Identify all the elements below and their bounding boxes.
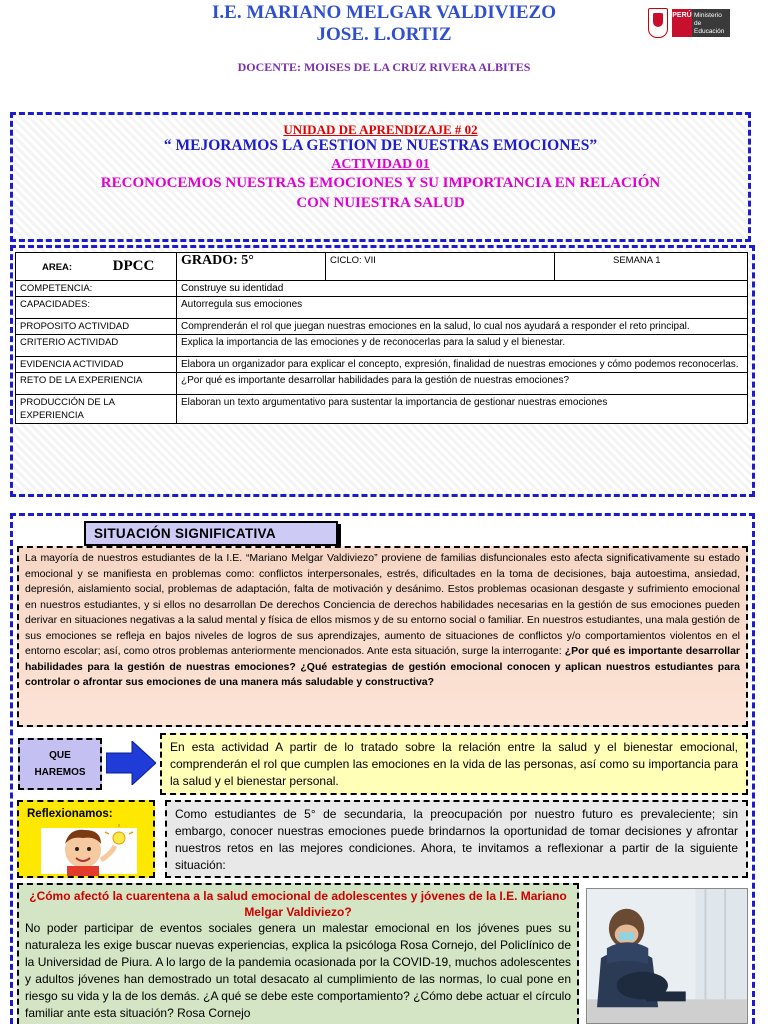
row-label: CAPACIDADES:: [16, 297, 177, 319]
reflexionamos-box: [17, 800, 155, 878]
activity-title-2: CON NUIESTRA SALUD: [296, 195, 465, 211]
row-value: Autorregula sus emociones: [177, 297, 748, 319]
situacion-question: ¿Por qué es importante desarrollar habilidades para la gestión de nuestras emociones? ¿Qué estrategias de gestión emocional conocen y aplican nuestros estudiantes para controlar o afrontar sus emociones de una manera más saludable y constructiva?: [25, 645, 740, 688]
area-value: DPCC: [112, 257, 155, 274]
unit-title: “ MEJORAMOS LA GESTION DE NUESTRAS EMOCIONES”: [163, 137, 598, 154]
docente-line: [0, 60, 768, 75]
row-value: Construye su identidad: [177, 281, 748, 297]
row-label: EVIDENCIA ACTIVIDAD: [16, 357, 177, 373]
row-value: ¿Por qué es importante desarrollar habilidades para la gestión de nuestras emociones?: [177, 373, 748, 395]
ciclo-cell: CICLO: VII: [326, 253, 555, 281]
situacion-body: La mayoría de nuestros estudiantes de la I.E. “Mariano Melgar Valdiviezo” proviene de familias disfuncionales esto afecta significativamente su estado emocional y se manifiesta en problemas como: conflictos interpersonales, estrés, dificultades en la toma de decisiones, baja autoestima, ansiedad, depresión, aislamiento social, problemas de adaptación, falta de motivación y desánimo. Estos problemas ocasionan desgaste y sufrimiento emocional en nuestros estudiantes, y si ellos no desarrollan De derechos Conciencia de derechos habilidades necesarias en la gestión de sus emociones pueden derivar en situaciones negativas a la salud mental y física de ellos mismos y de su entorno social o familiar. En nuestros estudiantes, una mala gestión de sus emociones se refleja en bajos niveles de logros de sus aprendizajes, aumento de situaciones de conflictos y/o comportamientos violentos en el entorno escolar; así, como otros problemas anteriormente mencionados. Ante esta situación, surge la interrogante:: [25, 552, 740, 657]
reflexionamos-label: Reflexionamos:: [27, 808, 113, 820]
covid-box: [17, 883, 579, 1024]
row-label: PROPOSITO ACTIVIDAD: [16, 319, 177, 335]
logo-ministry: Ministerio de Educación: [692, 9, 730, 37]
situacion-text: [17, 546, 748, 727]
info-table: [15, 252, 748, 424]
covid-title: ¿Cómo afectó la cuarentena a la salud emocional de adolescentes y jóvenes de la I.E. Mariano Melgar Valdiviezo?: [29, 889, 567, 919]
sad-teen-photo: [586, 888, 748, 1024]
row-label: PRODUCCIÓN DE LA EXPERIENCIA: [16, 395, 177, 424]
reflexionamos-text: Como estudiantes de 5° de secundaria, la preocupación por nuestro futuro es prevaleciente; sin embargo, conocer nuestras emociones puede brindarnos la oportunidad de tomar decisiones y afrontar nuestros retos en las mejores condiciones. Ahora, te invitamos a reflexionar a partir de la siguiente situación:: [165, 800, 748, 878]
que-label-2: HAREMOS: [34, 767, 86, 778]
que-haremos-text: En esta actividad A partir de lo tratado sobre la relación entre la salud y el bienestar emocional, comprenderán el rol que cumplen las emociones en la vida de las personas, así como su importancia para la salud y el bienestar personal.: [160, 733, 748, 795]
row-value: Explica la importancia de las emociones y de reconocerlas para la salud y el bienestar.: [177, 335, 748, 357]
right-arrow-icon: [106, 741, 156, 785]
coat-of-arms-icon: [648, 8, 668, 38]
docente-name: MOISES DE LA CRUZ RIVERA ALBITES: [303, 60, 531, 74]
row-label: RETO DE LA EXPERIENCIA: [16, 373, 177, 395]
logo-country: PERÚ: [672, 9, 692, 37]
unit-number: UNIDAD DE APRENDIZAJE # 02: [283, 122, 478, 137]
unit-box: [10, 112, 751, 242]
grado-cell: GRADO: 5°: [177, 253, 326, 281]
activity-number: ACTIVIDAD 01: [331, 157, 430, 172]
row-label: COMPETENCIA:: [16, 281, 177, 297]
area-cell: [16, 253, 177, 281]
ministry-logo: [648, 6, 732, 40]
school-name: I.E. MARIANO MELGAR VALDIVIEZO: [212, 2, 556, 23]
activity-title-1: RECONOCEMOS NUESTRAS EMOCIONES Y SU IMPORTANCIA EN RELACIÓN: [100, 175, 661, 191]
covid-text: No poder participar de eventos sociales genera un malestar emocional en los jóvenes pues su naturaleza les exige buscar nuevas experiencias, explica la psicóloga Rosa Cornejo, del Policlínico de la Universidad de Piura. A lo largo de la pandemia ocasionada por la COVID-19, muchos adolescentes y adultos jóvenes han demostrado un total desacato al cumplimiento de las normas, lo cual pone en riesgo su vida y la de los demás. ¿A qué se debe este comportamiento? ¿Cómo debe actuar el círculo familiar ante esta situación? Rosa Cornejo: [25, 921, 571, 1020]
que-haremos-label: [18, 738, 102, 790]
que-label-1: QUE: [49, 750, 71, 761]
row-label: CRITERIO ACTIVIDAD: [16, 335, 177, 357]
situacion-label: SITUACIÓN SIGNIFICATIVA: [84, 521, 338, 546]
semana-cell: SEMANA 1: [555, 253, 748, 281]
row-value: Elaboran un texto argumentativo para sustentar la importancia de gestionar nuestras emociones: [177, 395, 748, 424]
area-label: AREA:: [42, 261, 73, 273]
docente-label: DOCENTE:: [237, 60, 301, 74]
row-value: Comprenderán el rol que juegan nuestras emociones en la salud, lo cual nos ayudará a responder el reto principal.: [177, 319, 748, 335]
school-subname: JOSE. L.ORTIZ: [316, 24, 452, 45]
row-value: Elabora un organizador para explicar el concepto, expresión, finalidad de nuestras emociones y cómo podemos reconocerlas.: [177, 357, 748, 373]
thinking-boy-icon: [39, 824, 139, 876]
